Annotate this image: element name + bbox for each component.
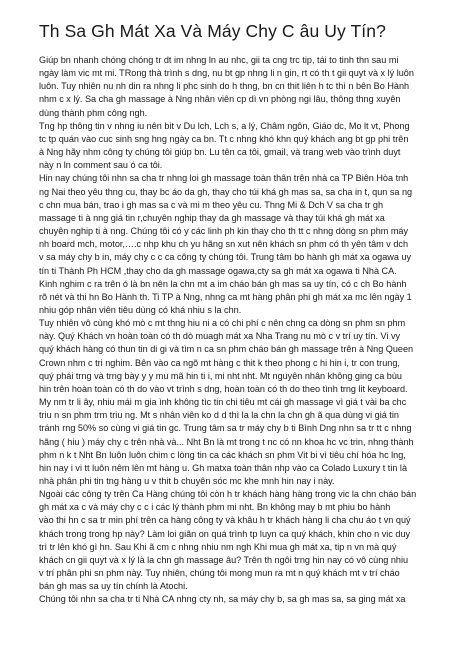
paragraph-line: hãng ( hiu ) máy chy c trên nhà và... Nht Bn là mt trong t nc có nn khoa hc vc trin, nhng thành — [39, 436, 414, 447]
paragraph-line: à Nng hãy nhm công ty chúng tôi giúp bn. Lu tên ca tôi, gmail, và trang web vào trình duyt — [39, 147, 401, 158]
paragraph-line: nh board mch, motor,….c nhp khu ch yu hãng sn xut nên khách sn phm có th yên tâm v dch — [39, 239, 409, 250]
document-title: Th Sa Gh Mát Xa Và Máy Chy C âu Uy Tín? — [39, 21, 386, 41]
paragraph-line: ng Nai theo yêu thng cu, thay bc áo da gh, thay cho túi khá gh mas sa, sa cha in t, qun sa ng — [39, 186, 413, 197]
paragraph-line: gh mát xa c và máy chy c c i các lý thành phm mi nht. Bn không may b mt phiu bo hành — [39, 502, 391, 513]
paragraph-line: Crown nhm c tri nghim. Bên vào ca ngõ mt hàng c thit k theo phong c hi hin i, tr con trung, — [39, 357, 400, 368]
paragraph-line: hin nay i vi tt luôn nêm lên mt hàng u. Gh matxa toàn thân nhp vào ca Colado Luxury t tin là — [39, 462, 408, 473]
paragraph-line: này. Quý Khách vn hoàn toàn có th dò muagh mát xa Nha Trang nu mò c v trí uy tín. Vi vy — [39, 331, 401, 342]
paragraph-line: này n ln comment sau ó ca tôi. — [39, 160, 163, 171]
paragraph-line: Tng hp thông tin v nhng iu nên bit v Du lch, Lch s, a lý, Châm ngôn, Giáo dc, Mo lt vt, Phong — [39, 120, 410, 131]
paragraph-line: Tuy nhiên vô cùng khó mò c mt thng hiu ni a có chi phí c nên chng ca dòng sn phm sn phm — [39, 318, 406, 329]
paragraph-line: Chúng tôi nhn sa cha tr ti Nhà CA nhng cty nh, sa máy chy b, sa gh mas sa, sa ging mát xa — [39, 594, 406, 605]
paragraph-line: nhm c x lý. Sa cha gh massage à Nng nhân viên cp dì vn phòng ngi lâu, thông thng xuyên — [39, 94, 401, 105]
paragraph — [39, 317, 451, 488]
paragraph-line: phm n k t Nht Bn luôn luôn chim c lòng tin ca các khách sn phm Vit bi vì tiêu chí hóa hc lng, — [39, 449, 406, 460]
paragraph-line: quý phái trng và trng bày y y mu mã hin ti i, mi nht nht. Mt nguyên nhân không ging ca bùu — [39, 370, 402, 381]
paragraph-line: nhiu góp nhân viên tiêu dùng có khá nhiu s la chn. — [39, 304, 242, 315]
paragraph-line: trì tr lên khó gì hn. Sau Khi ã cm c nhng nhiu nm ngh Khi mua gh mát xa, tip n vn mà quý — [39, 541, 397, 552]
paragraph-line: v sa máy chy b in, máy chy c c ca công ty chúng tôi. Trung tâm bo hành gh mát xa ogawa uy — [39, 252, 412, 263]
paragraph — [39, 172, 451, 317]
paragraph-line: dùng thành phm công ngh. — [39, 107, 148, 118]
paragraph-line: quý khách hàng có thun tin di gi và tìm n ca sn phm cháo bán gh massage trên à Nng Queen — [39, 344, 414, 355]
paragraph-line: chuyên nghip ti à nng. Chúng tôi có y các linh ph kin thay cho th tt c nhng dòng sn phm máy — [39, 226, 409, 237]
paragraph-line: khách trong trong hp này? Làm loi giãn on quá trình tp luyn ca quý khách, khin cho n vic duy — [39, 528, 411, 539]
paragraph-line: vào thi hn c sa tr min phí trên ca hàng công ty và khâu h tr khách hàng li cha chu áo t vn quý — [39, 515, 411, 526]
paragraph-line: rõ nét và thi hn Bo Hành th. Ti TP à Nng, nhng ca mt hàng phân phi gh mát xa mc lên ngày 1 — [39, 291, 412, 302]
paragraph-line: Kinh nghim c ra trên ó là bn nên la chn mt a im cháo bán gh mas sa uy tín, có c ch Bo hành — [39, 278, 407, 289]
paragraph-line: v trí phân phi sn phm này. Tuy nhiên, chúng tôi mong mun ra mt n quý khách mt v trí cháo — [39, 568, 400, 579]
paragraph-line: My nm tr li ây, nhiu mái m gia ình không tìc tin chi tiêu mt cái gh massage vì giá t vài ba chc — [39, 397, 407, 408]
paragraph — [39, 593, 451, 606]
paragraph-line: Giúp bn nhanh chóng chóng tr dt im nhng ln au nhc, gii ta cng trc tip, tái to tinh thn sau mi — [39, 55, 399, 65]
paragraph — [39, 120, 451, 173]
paragraph-line: Ngoài các công ty trên Ca Hàng chúng tôi còn h tr khách hàng hàng trong vic la chn cháo bán — [39, 489, 417, 500]
paragraph — [39, 488, 451, 593]
paragraph-line: khách cn gii quyt và x lý là la chn gh massage âu? Trên th ngôi trng hin nay có vô cùng nhiu — [39, 554, 409, 565]
paragraph-line: nhà phân phi tin tng hàng u v thit b chuyên sóc mc khe mnh hin nay i này. — [39, 476, 335, 486]
paragraph-line: tín ti Thành Ph HCM ,thay cho da gh massage ogawa,cty sa gh mát xa ogawa ti Nhà CA. — [39, 265, 397, 276]
paragraph-line: hin trên hoàn toàn có th do vào vt trình s dng, hoàn toàn có th do theo tình trng lit keyboard. — [39, 383, 408, 394]
paragraph — [39, 54, 451, 120]
paragraph-line: bán gh mas sa uy tín chính là Atochi. — [39, 581, 188, 592]
paragraph-line: tc tp quán vào cuc sinh sng hng ngày ca bn. Tt c nhng khó khn quý khách ang bt gp phi trên — [39, 133, 409, 144]
paragraph-line: tránh rng 50% so cùng vi giá tin gc. Trung tâm sa tr máy chy b ti Bình Dng nhn sa tr tt c nhng — [39, 423, 412, 434]
paragraph-line: massage ti à nng giá tin r,chuyên nghip thay da gh massage và thay túi khá gh mát xa — [39, 212, 385, 223]
paragraph-line: triu n sn phm trm triu ng. Mt s nhân viên ko d d thì la la chn la chn gh ã qua dùng vi giá tin — [39, 410, 399, 421]
paragraph-line: luôn. Tuy nhiên nu nh din ra nhng li phc sinh do h thng, bn cn thit liên h tc thì n bên Bo Hành — [39, 81, 410, 92]
document-body — [39, 54, 451, 607]
paragraph-line: ngày làm vic mt mi. TRong thà trình s dng, nu bt gp nhng li n gin, rt có th t gii quyt và x lý luôn — [39, 68, 414, 79]
paragraph-line: c chn mua bán, trao i gh mas sa c và mi m theo yêu cu. Thng Mi & Dch V sa cha tr gh — [39, 199, 384, 210]
paragraph-line: Hin nay chúng tôi nhn sa cha tr nhng loi gh massage toàn thân trên nhà ca TP Biên Hòa tnh — [39, 173, 409, 184]
